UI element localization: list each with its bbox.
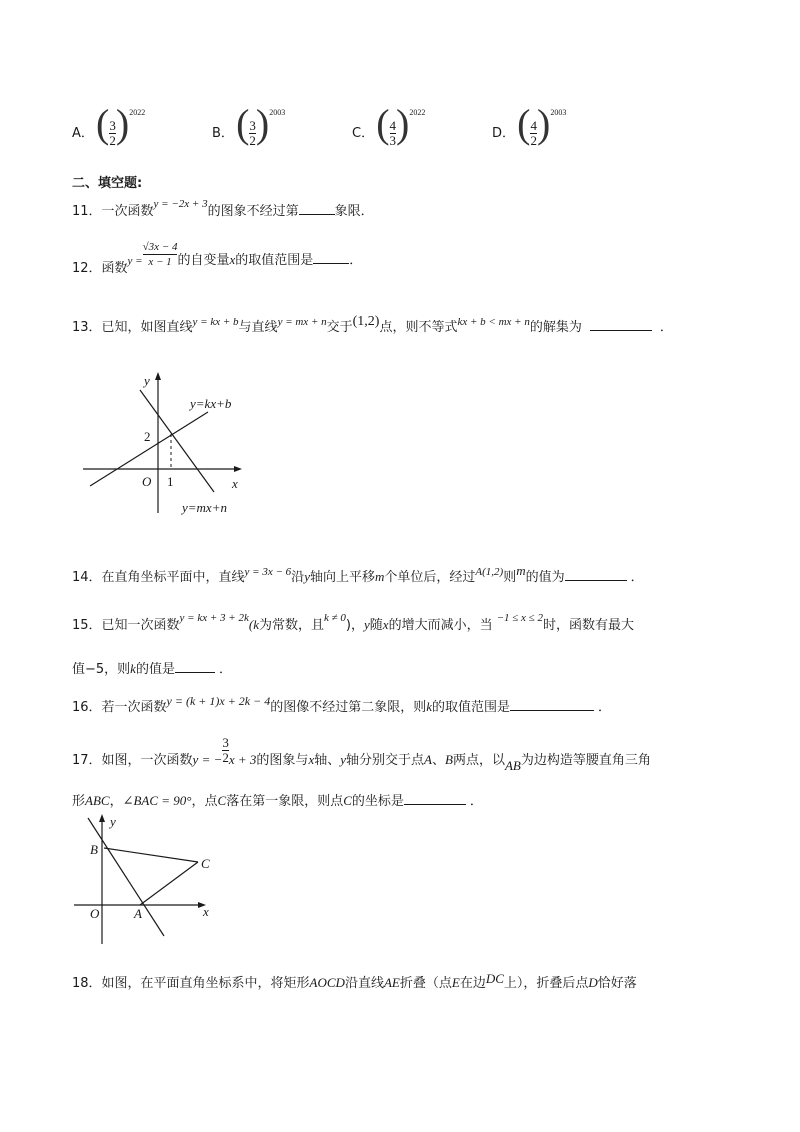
origin-label: O [142,474,152,489]
x-axis-arrow [234,466,242,472]
figure-13-graph [78,368,258,518]
label-mx-n: y=mx+n [182,500,227,515]
choice-d[interactable]: D． ( $\frac{4}{2}$ )$^{2003}$ [492,101,567,148]
y-axis-arrow [99,814,105,822]
question-14: 14．在直角坐标平面中，直线$^{y = 3x - 6}$沿y轴向上平移m个单位后，经过$^{A(1,2)}$则m的值为 ． [72,563,644,585]
answer-blank[interactable] [510,698,594,711]
segment-ac [140,862,198,905]
tick-one: 1 [167,474,174,489]
origin-label: O [90,906,100,921]
figure-17-graph [70,810,230,950]
tick-two: 2 [144,429,151,444]
segment-bc [104,848,198,862]
answer-blank[interactable] [313,251,349,264]
question-18: 18．如图，在平面直角坐标系中，将矩形AOCD沿直线AE折叠（点E在边DC上），折叠后点D恰好落 [72,971,637,991]
x-label: x [203,904,209,919]
point-a: A [134,906,142,921]
line-ab [88,818,164,936]
point-c: C [201,856,210,871]
y-axis-arrow [155,372,161,380]
answer-blank[interactable] [590,318,652,331]
answer-blank[interactable] [404,792,466,805]
answer-blank[interactable] [565,568,627,581]
label-kx-b: y=kx+b [190,396,232,411]
question-13: 13．已知，如图直线$^{y = kx + b}$与直线$^{y = mx + n}$交于(1,2)点，则不等式$^{kx + b < mx + n}$的解集为 ． [72,314,673,335]
question-12: 12．函数$_{y =}$ $\frac{√3x - 4}{x - 1}$ 的自变量x的取值范围是 ． [72,241,363,276]
point-b: B [90,842,98,857]
question-17: 17．如图，一次函数y = − $\frac{3}{2}$ x + 3的图象与x轴、y轴分别交于点A、B两点，以AB为边构造等腰直角三角 [72,735,651,773]
question-15: 15．已知一次函数$^{y = kx + 3 + 2k}$(k为常数，且$^{k \ne 0}$)，y随x的增大而减小，当 $^{-1 \le x \le 2}$时，函数有最大 [72,612,634,633]
question-16: 16．若一次函数y = (k + 1)x + 2k − 4的图像不经过第二象限，则k的取值范围是 ． [72,694,612,715]
choice-c[interactable]: C． ( $\frac{4}{3}$ )$^{2022}$ [352,101,426,148]
y-label: y [110,814,116,829]
question-17-line2: 形ABC，∠BAC = 90°，点C落在第一象限，则点C的坐标是 ． [72,793,483,809]
choice-a[interactable]: A． ( $\frac{3}{2}$ )$^{2022}$ [72,101,146,148]
question-15-line2: 值−5，则k的值是 ． [72,661,232,677]
answer-blank[interactable] [175,660,215,673]
y-label: y [144,373,150,388]
choice-b[interactable]: B． ( $\frac{3}{2}$ )$^{2003}$ [212,101,286,148]
question-11: 11．一次函数$^{y = -2x + 3}$的图象不经过第 象限． [72,198,374,219]
answer-blank[interactable] [299,202,335,215]
x-label: x [232,476,238,491]
section-title: 二、填空题: [72,176,143,191]
